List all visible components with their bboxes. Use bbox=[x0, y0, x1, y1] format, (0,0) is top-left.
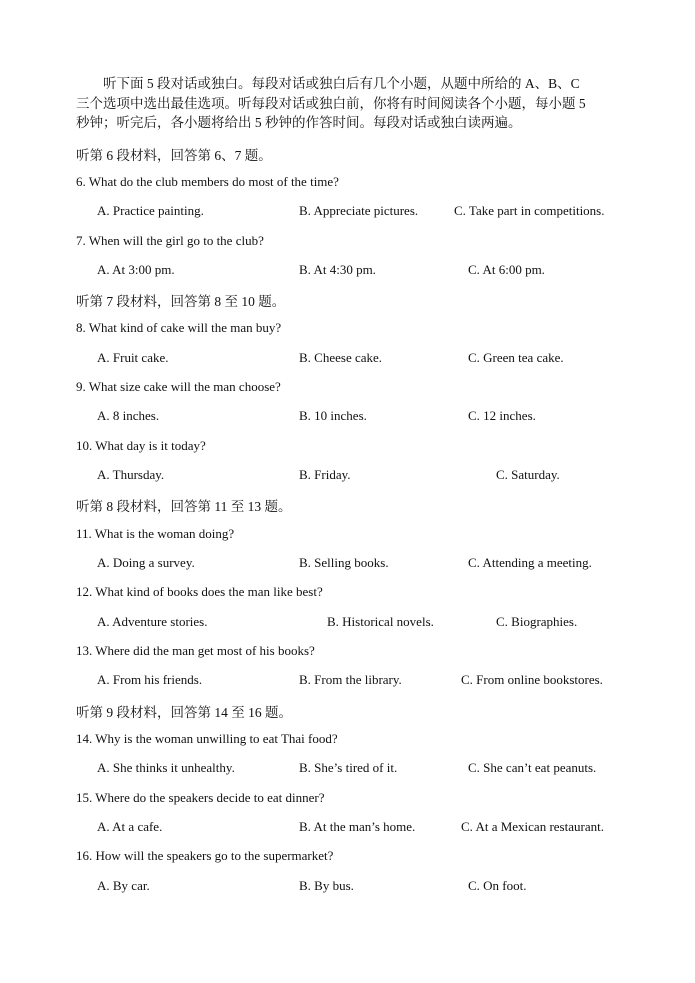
question-stem-9: 9. What size cake will the man choose? bbox=[76, 379, 281, 394]
section-heading-8: 听第 8 段材料，回答第 11 至 13 题。 bbox=[76, 499, 292, 514]
question-stem-16: 16. How will the speakers go to the supermarket? bbox=[76, 848, 334, 863]
question-stem-11: 11. What is the woman doing? bbox=[76, 526, 235, 541]
section-heading-7: 听第 7 段材料，回答第 8 至 10 题。 bbox=[76, 294, 286, 309]
section-heading-9: 听第 9 段材料，回答第 14 至 16 题。 bbox=[76, 705, 292, 720]
question-12-option-c: C. Biographies. bbox=[496, 614, 578, 629]
question-7-option-b: B. At 4:30 pm. bbox=[299, 262, 376, 277]
question-11-option-c: C. Attending a meeting. bbox=[468, 555, 592, 570]
question-13-option-c: C. From online bookstores. bbox=[461, 672, 603, 687]
question-stem-7: 7. When will the girl go to the club? bbox=[76, 233, 264, 248]
question-stem-13: 13. Where did the man get most of his books? bbox=[76, 643, 315, 658]
question-15-option-a: A. At a cafe. bbox=[97, 819, 163, 834]
question-15-option-b: B. At the man’s home. bbox=[299, 819, 416, 834]
instructions-line-2: 三个选项中选出最佳选项。听每段对话或独白前，你将有时间阅读各个小题，每小题 5 bbox=[76, 95, 586, 111]
question-10-option-c: C. Saturday. bbox=[496, 467, 560, 482]
question-6-option-b: B. Appreciate pictures. bbox=[299, 203, 419, 218]
question-stem-14: 14. Why is the woman unwilling to eat Thai food? bbox=[76, 731, 338, 746]
question-11-option-b: B. Selling books. bbox=[299, 555, 389, 570]
section-heading-6: 听第 6 段材料，回答第 6、7 题。 bbox=[76, 148, 272, 163]
question-12-option-a: A. Adventure stories. bbox=[97, 614, 208, 629]
question-6-option-a: A. Practice painting. bbox=[97, 203, 204, 218]
question-9-option-c: C. 12 inches. bbox=[468, 408, 536, 423]
question-14-option-a: A. She thinks it unhealthy. bbox=[97, 760, 235, 775]
question-8-option-b: B. Cheese cake. bbox=[299, 350, 383, 365]
question-6-option-c: C. Take part in competitions. bbox=[454, 203, 605, 218]
question-15-option-c: C. At a Mexican restaurant. bbox=[461, 819, 604, 834]
question-8-option-c: C. Green tea cake. bbox=[468, 350, 564, 365]
question-13-option-b: B. From the library. bbox=[299, 672, 402, 687]
question-9-option-a: A. 8 inches. bbox=[97, 408, 160, 423]
question-10-option-b: B. Friday. bbox=[299, 467, 351, 482]
question-12-option-b: B. Historical novels. bbox=[327, 614, 434, 629]
question-16-option-b: B. By bus. bbox=[299, 878, 354, 893]
question-stem-8: 8. What kind of cake will the man buy? bbox=[76, 320, 282, 335]
instructions bbox=[76, 74, 622, 133]
question-14-option-b: B. She’s tired of it. bbox=[299, 760, 398, 775]
question-11-option-a: A. Doing a survey. bbox=[97, 555, 195, 570]
question-16-option-c: C. On foot. bbox=[468, 878, 527, 893]
question-9-option-b: B. 10 inches. bbox=[299, 408, 367, 423]
question-stem-6: 6. What do the club members do most of the time? bbox=[76, 174, 339, 189]
question-stem-12: 12. What kind of books does the man like best? bbox=[76, 584, 323, 599]
instructions-line-3: 秒钟；听完后，各小题将给出 5 秒钟的作答时间。每段对话或独白读两遍。 bbox=[76, 115, 522, 130]
question-stem-15: 15. Where do the speakers decide to eat dinner? bbox=[76, 790, 325, 805]
question-13-option-a: A. From his friends. bbox=[97, 672, 203, 687]
question-16-option-a: A. By car. bbox=[97, 878, 150, 893]
question-7-option-c: C. At 6:00 pm. bbox=[468, 262, 545, 277]
question-7-option-a: A. At 3:00 pm. bbox=[97, 262, 175, 277]
question-14-option-c: C. She can’t eat peanuts. bbox=[468, 760, 597, 775]
instructions-line-1: 听下面 5 段对话或独白。每段对话或独白后有几个小题，从题中所给的 A、B、C bbox=[103, 76, 580, 91]
question-stem-10: 10. What day is it today? bbox=[76, 438, 206, 453]
question-8-option-a: A. Fruit cake. bbox=[97, 350, 169, 365]
question-10-option-a: A. Thursday. bbox=[97, 467, 165, 482]
